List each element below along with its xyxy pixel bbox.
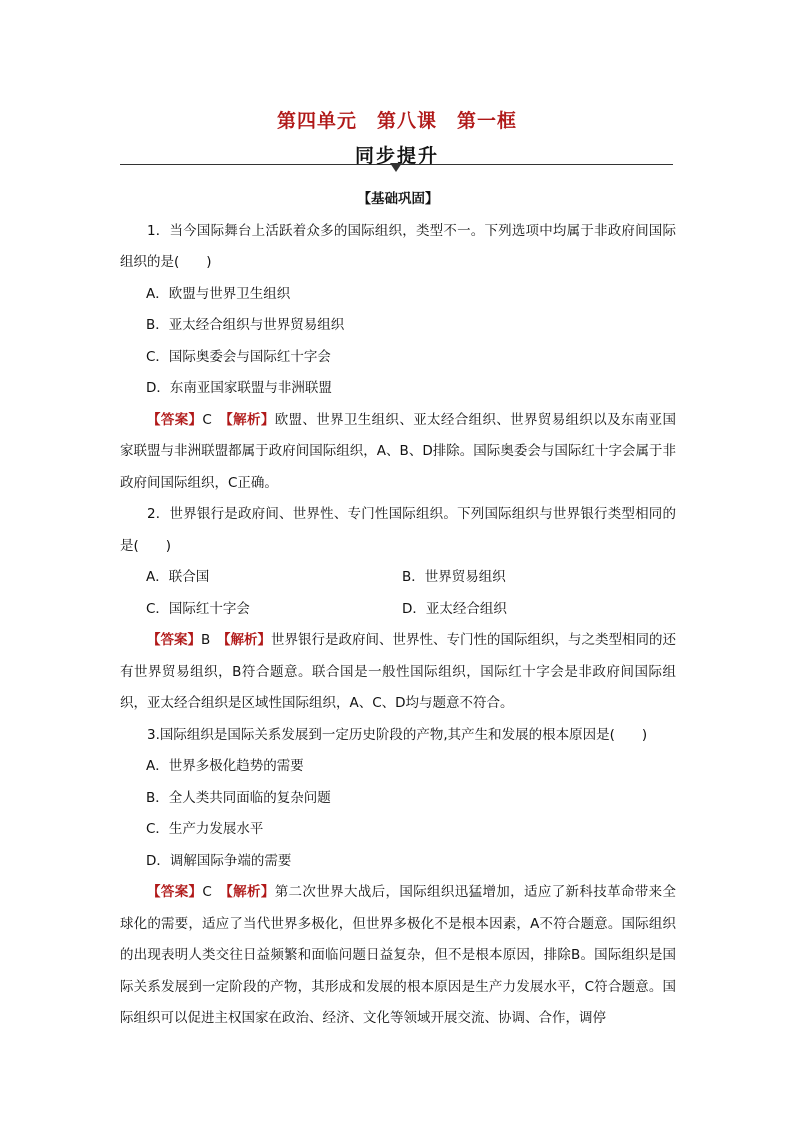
question-stem: 2．世界银行是政府间、世界性、专门性国际组织。下列国际组织与世界银行类型相同的是( ) <box>120 506 676 554</box>
section-label: 【基础巩固】 <box>357 191 439 207</box>
question-stem: 3.国际组织是国际关系发展到一定历史阶段的产物,其产生和发展的根本原因是( ) <box>147 726 648 743</box>
answer-tag: 【答案】 <box>147 884 203 900</box>
analysis-tag: 【解析】 <box>223 632 272 648</box>
option: C．生产力发展水平 <box>146 821 264 837</box>
answer-tag: 【答案】 <box>147 411 203 428</box>
question-stem: 1．当今国际舞台上活跃着众多的国际组织，类型不一。下列选项中均属于非政府间国际组织的是( ) <box>120 222 676 270</box>
answer-value: C <box>202 411 227 428</box>
answer-block <box>120 405 676 500</box>
answer-value: C <box>202 884 227 900</box>
option: C．国际红十字会 <box>146 600 250 617</box>
option-row <box>120 562 676 594</box>
answer-block <box>120 877 676 1035</box>
triangle-down-icon <box>390 163 402 172</box>
option: C．国际奥委会与国际红十字会 <box>146 348 331 365</box>
answer-block <box>120 625 676 720</box>
analysis-text: 欧盟、世界卫生组织、亚太经合组织、世界贸易组织以及东南亚国家联盟与非洲联盟都属于政府间国际组织，A、B、D排除。国际奥委会与国际红十字会属于非政府间国际组织，C正确。 <box>120 411 677 491</box>
answer-value: B <box>201 632 224 648</box>
option: B．世界贸易组织 <box>402 569 506 585</box>
option: D．亚太经合组织 <box>402 600 507 617</box>
option: B．亚太经合组织与世界贸易组织 <box>146 317 345 333</box>
page-title: 第四单元 第八课 第一框 <box>276 110 517 132</box>
option: A．欧盟与世界卫生组织 <box>146 285 291 302</box>
option: A．世界多极化趋势的需要 <box>146 758 304 774</box>
analysis-tag: 【解析】 <box>226 884 275 900</box>
option-row <box>120 594 676 626</box>
option: B．全人类共同面临的复杂问题 <box>146 789 331 806</box>
option: D．东南亚国家联盟与非洲联盟 <box>146 380 332 396</box>
analysis-text: 世界银行是政府间、世界性、专门性的国际组织，与之类型相同的还有世界贸易组织，B符合题意。联合国是一般性国际组织，国际红十字会是非政府间国际组织，亚太经合组织是区域性国际组织，A、C、D均与题意不符合。 <box>120 632 677 711</box>
analysis-text: 第二次世界大战后，国际组织迅猛增加，适应了新科技革命带来全球化的需要，适应了当代世界多极化，但世界多极化不是根本因素，A不符合题意。国际组织的出现表明人类交往日益频繁和面临问题日益复杂，但不是根本原因，排除B。国际组织是国际关系发展到一定阶段的产物，其形成和发展的根本原因是生产力发展水平，C符合题意。国际组织可以促进主权国家在政治、经济、文化等领域开展交流、协调、合作，调停 <box>120 884 677 1026</box>
answer-tag: 【答案】 <box>147 632 201 648</box>
document-body <box>120 184 676 1035</box>
option: A．联合国 <box>146 569 210 585</box>
analysis-tag: 【解析】 <box>226 411 275 428</box>
page-subtitle: 同步提升 <box>354 145 439 167</box>
option: D．调解国际争端的需要 <box>146 852 292 869</box>
